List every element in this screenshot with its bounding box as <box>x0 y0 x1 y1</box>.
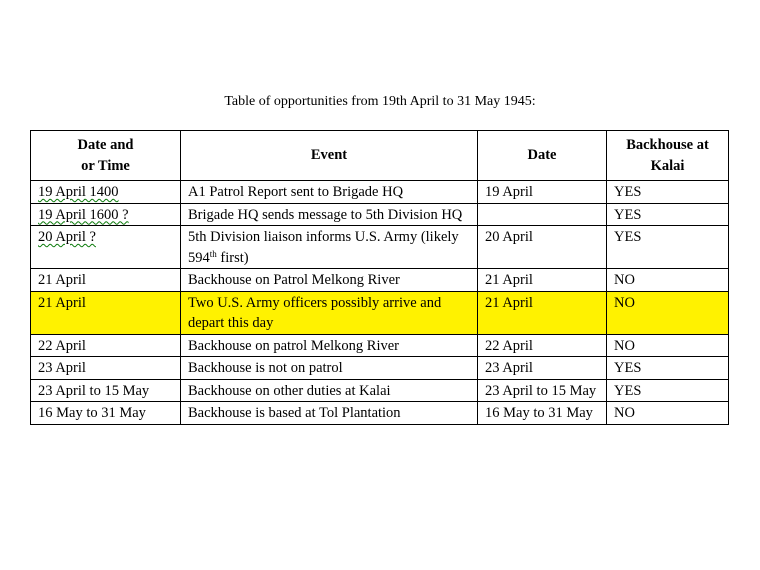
event-text: 5th Division liaison informs U.S. Army (likely 594 <box>188 229 459 266</box>
cell-event: Two U.S. Army officers possibly arrive and depart this day <box>181 291 478 334</box>
table-row <box>31 269 729 292</box>
cell-date: 20 April <box>478 226 607 269</box>
time-text: 19 April 1600 ? <box>38 206 129 223</box>
cell-time <box>31 203 181 226</box>
cell-status: YES <box>607 181 729 204</box>
cell-date <box>478 203 607 226</box>
table-row <box>31 379 729 402</box>
cell-time: 23 April to 15 May <box>31 379 181 402</box>
cell-status: NO <box>607 334 729 357</box>
cell-time: 22 April <box>31 334 181 357</box>
cell-time: 16 May to 31 May <box>31 402 181 425</box>
table-header-row <box>31 131 729 181</box>
cell-event: Backhouse on Patrol Melkong River <box>181 269 478 292</box>
cell-time <box>31 181 181 204</box>
cell-date: 23 April <box>478 357 607 380</box>
header-backhouse-line1: Backhouse at <box>626 137 709 153</box>
cell-date: 21 April <box>478 269 607 292</box>
opportunities-table <box>30 130 729 425</box>
table-row <box>31 226 729 269</box>
header-date-time <box>31 131 181 181</box>
time-text: 20 April ? <box>38 229 96 245</box>
cell-date: 16 May to 31 May <box>478 402 607 425</box>
cell-status: NO <box>607 402 729 425</box>
cell-time: 21 April <box>31 269 181 292</box>
header-date: Date <box>478 131 607 181</box>
table-row <box>31 334 729 357</box>
cell-date: 21 April <box>478 291 607 334</box>
cell-event: Brigade HQ sends message to 5th Division HQ <box>181 203 478 226</box>
header-event: Event <box>181 131 478 181</box>
cell-status: NO <box>607 269 729 292</box>
cell-time: 21 April <box>31 291 181 334</box>
table-row <box>31 181 729 204</box>
cell-status: NO <box>607 291 729 334</box>
header-backhouse <box>607 131 729 181</box>
table-row <box>31 203 729 226</box>
event-text-end: first) <box>216 249 249 266</box>
cell-time <box>31 226 181 269</box>
cell-status: YES <box>607 357 729 380</box>
header-date-time-line1: Date and <box>77 137 134 153</box>
cell-status: YES <box>607 203 729 226</box>
event-superscript: th <box>209 248 217 259</box>
cell-event: Backhouse on patrol Melkong River <box>181 334 478 357</box>
cell-event: A1 Patrol Report sent to Brigade HQ <box>181 181 478 204</box>
cell-date: 19 April <box>478 181 607 204</box>
table-row <box>31 402 729 425</box>
cell-event <box>181 226 478 269</box>
cell-date: 22 April <box>478 334 607 357</box>
cell-status: YES <box>607 226 729 269</box>
header-backhouse-line2: Kalai <box>650 157 685 174</box>
time-text: 19 April 1400 <box>38 184 119 200</box>
cell-time: 23 April <box>31 357 181 380</box>
header-date-time-line2: or Time <box>81 157 130 174</box>
table-row-highlighted <box>31 291 729 334</box>
cell-event: Backhouse is based at Tol Plantation <box>181 402 478 425</box>
cell-status: YES <box>607 379 729 402</box>
table-caption: Table of opportunities from 19th April to 31 May 1945: <box>224 94 536 109</box>
cell-event: Backhouse on other duties at Kalai <box>181 379 478 402</box>
cell-date: 23 April to 15 May <box>478 379 607 402</box>
table-row <box>31 357 729 380</box>
cell-event: Backhouse is not on patrol <box>181 357 478 380</box>
